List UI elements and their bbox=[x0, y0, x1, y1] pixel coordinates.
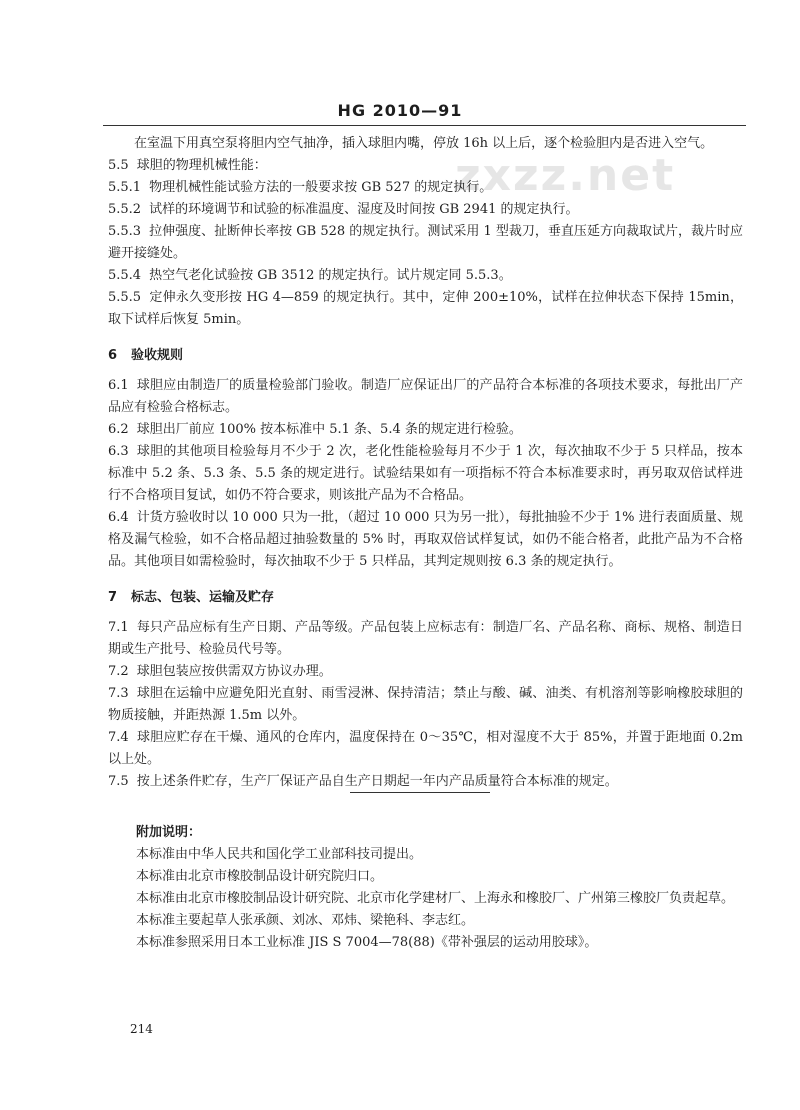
note-line: 本标准参照采用日本工业标准 JIS S 7004—78(88)《带补强层的运动用胶球》。 bbox=[136, 935, 598, 950]
clause-item bbox=[108, 683, 743, 727]
clause-number: 6.2 bbox=[108, 422, 129, 437]
clause-text: 热空气老化试验按 GB 3512 的规定执行。试片规定同 5.5.3。 bbox=[149, 268, 512, 283]
clause-item bbox=[108, 617, 743, 661]
section-6-heading bbox=[108, 345, 743, 367]
intro-paragraph: 在室温下用真空泵将胆内空气抽净，插入球胆内嘴，停放 16h 以上后，逐个检验胆内是否进入空气。 bbox=[134, 136, 714, 151]
standard-code-header: HG 2010—91 bbox=[337, 101, 463, 120]
clause-item bbox=[108, 221, 743, 265]
clause-item bbox=[108, 375, 743, 419]
clause-number: 7.2 bbox=[108, 664, 129, 679]
clause-number: 7.3 bbox=[108, 686, 129, 701]
clause-number: 6.4 bbox=[108, 510, 129, 525]
clause-text: 球胆应贮存在干燥、通风的仓库内，温度保持在 0～35℃，相对湿度不大于 85%，并置于距地面 0.2m以上处。 bbox=[108, 730, 743, 767]
clause-number: 5.5.2 bbox=[108, 202, 142, 217]
clause-text: 每只产品应标有生产日期、产品等级。产品包装上应标志有：制造厂名、产品名称、商标、规格、制造日期或生产批号、检验员代号等。 bbox=[108, 620, 743, 657]
clause-item bbox=[108, 727, 743, 771]
clause-text: 试样的环境调节和试验的标准温度、湿度及时间按 GB 2941 的规定执行。 bbox=[149, 202, 579, 217]
additional-notes bbox=[108, 822, 743, 954]
section-number: 6 bbox=[108, 348, 118, 363]
notes-title: 附加说明： bbox=[136, 825, 202, 840]
clause-number: 6.3 bbox=[108, 444, 129, 459]
divider-rule bbox=[350, 792, 490, 793]
clause-text: 球胆的物理机械性能： bbox=[136, 158, 267, 173]
clause-item bbox=[108, 287, 743, 331]
page-number: 214 bbox=[130, 1022, 153, 1036]
clause-number: 5.5.5 bbox=[108, 290, 142, 305]
clause-item bbox=[108, 419, 743, 441]
section-number: 7 bbox=[108, 590, 118, 605]
clause-text: 球胆包装应按供需双方协议办理。 bbox=[136, 664, 332, 679]
clause-item bbox=[108, 507, 743, 573]
section-6-items bbox=[108, 375, 743, 573]
section-title: 标志、包装、运输及贮存 bbox=[131, 590, 275, 605]
header-rule bbox=[103, 125, 746, 126]
clause-number: 6.1 bbox=[108, 378, 129, 393]
note-line: 本标准主要起草人张承颜、刘冰、邓炜、梁艳科、李志红。 bbox=[136, 913, 475, 928]
clause-number: 5.5 bbox=[108, 158, 129, 173]
clause-text: 计货方验收时以 10 000 只为一批，（超过 10 000 只为另一批），每批抽验不少于 1% 进行表面质量、规格及漏气检验，如不合格品超过抽验数量的 5% 时，再取双倍试样复试，如仍不能合格者，此批产品为不合格品。其他项目如需检验时，每次抽取不少于 5 只样品，其判定规则按 6.3 条的规定执行。 bbox=[108, 510, 743, 569]
clause-text: 按上述条件贮存，生产厂保证产品自生产日期起一年内产品质量符合本标准的规定。 bbox=[136, 774, 618, 789]
section-5-5 bbox=[108, 155, 743, 331]
clause-item bbox=[108, 661, 743, 683]
note-line: 本标准由北京市橡胶制品设计研究院归口。 bbox=[136, 869, 384, 884]
document-body bbox=[108, 133, 743, 793]
clause-text: 球胆的其他项目检验每月不少于 2 次，老化性能检验每月不少于 1 次，每次抽取不少于 5 只样品，按本标准中 5.2 条、5.3 条、5.5 条的规定进行。试验结果如有一项指标不符合本标准要求时，再另取双倍试样进行不合格项目复试，如仍不符合要求，则该批产品为不合格品。 bbox=[108, 444, 743, 503]
notes-lines bbox=[108, 844, 743, 954]
clause-text: 拉伸强度、扯断伸长率按 GB 528 的规定执行。测试采用 1 型裁刀，垂直压延方向裁取试片，裁片时应避开接缝处。 bbox=[108, 224, 743, 261]
clause-item bbox=[108, 199, 743, 221]
clause-number: 7.4 bbox=[108, 730, 129, 745]
clause-number: 7.1 bbox=[108, 620, 129, 635]
clause-number: 7.5 bbox=[108, 774, 129, 789]
watermark: zxzz.net bbox=[455, 150, 676, 201]
clause-item bbox=[108, 771, 743, 793]
clause-number: 5.5.1 bbox=[108, 180, 142, 195]
section-7-items bbox=[108, 617, 743, 793]
clause-text: 球胆出厂前应 100% 按本标准中 5.1 条、5.4 条的规定进行检验。 bbox=[136, 422, 522, 437]
section-title: 验收规则 bbox=[131, 348, 184, 363]
clause-item bbox=[108, 441, 743, 507]
clause-text: 球胆应由制造厂的质量检验部门验收。制造厂应保证出厂的产品符合本标准的各项技术要求，每批出厂产品应有检验合格标志。 bbox=[108, 378, 743, 415]
clause-text: 物理机械性能试验方法的一般要求按 GB 527 的规定执行。 bbox=[149, 180, 493, 195]
note-line: 本标准由北京市橡胶制品设计研究院、北京市化学建材厂、上海永和橡胶厂、广州第三橡胶厂负责起草。 bbox=[136, 891, 735, 906]
clause-number: 5.5.4 bbox=[108, 268, 142, 283]
clause-item bbox=[108, 155, 743, 177]
clause-item bbox=[108, 177, 743, 199]
clause-text: 定伸永久变形按 HG 4—859 的规定执行。其中，定伸 200±10%，试样在拉伸状态下保持 15min，取下试样后恢复 5min。 bbox=[108, 290, 743, 327]
clause-number: 5.5.3 bbox=[108, 224, 142, 239]
clause-text: 球胆在运输中应避免阳光直射、雨雪浸淋、保持清洁；禁止与酸、碱、油类、有机溶剂等影响橡胶球胆的物质接触，并距热源 1.5m 以外。 bbox=[108, 686, 743, 723]
clause-item bbox=[108, 265, 743, 287]
note-line: 本标准由中华人民共和国化学工业部科技司提出。 bbox=[136, 847, 423, 862]
section-7-heading bbox=[108, 587, 743, 609]
